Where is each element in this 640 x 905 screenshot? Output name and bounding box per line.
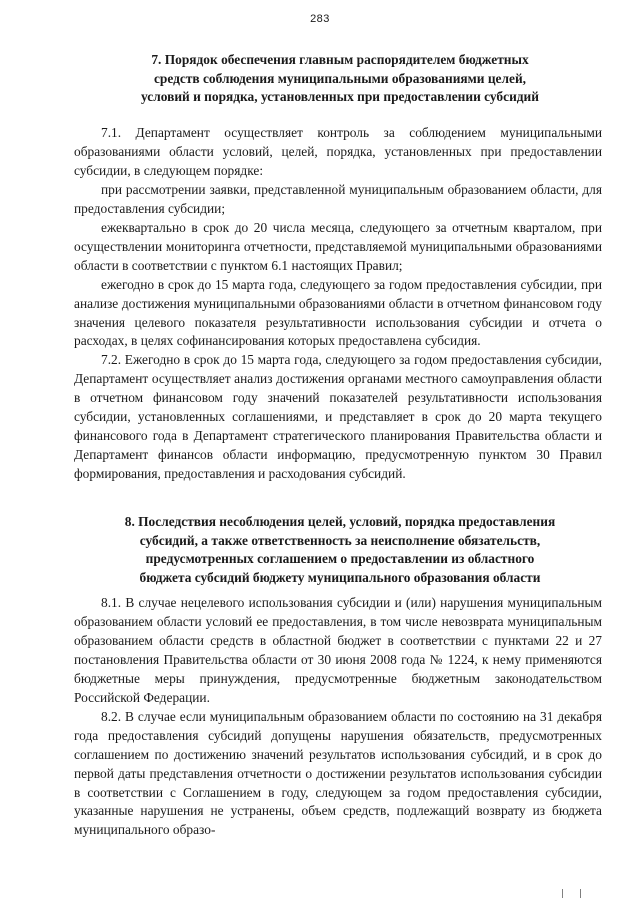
paragraph-7-1-item: ежегодно в срок до 15 марта года, следующего за годом предоставления субсидии, при анализе достижения муниципальными образованиями области в отчетном финансовом году значения целевого показателя результативности использования субсидии и отчета о расходах, в целях софинансирования которых предоставлена субсидия. bbox=[74, 276, 602, 349]
scan-artifact-marks: | | bbox=[561, 889, 588, 899]
section-7-heading-line: 7. Порядок обеспечения главным распорядителем бюджетных bbox=[151, 52, 529, 67]
section-7-body bbox=[74, 124, 602, 484]
section-7-heading bbox=[80, 51, 600, 107]
section-8-heading-line: 8. Последствия несоблюдения целей, условий, порядка предоставления bbox=[124, 514, 556, 529]
section-7-heading-line: условий и порядка, установленных при предоставлении субсидий bbox=[141, 89, 539, 105]
section-8-heading-line: бюджета субсидий бюджету муниципального образования области bbox=[139, 569, 541, 585]
paragraph-7-1: 7.1. Департамент осуществляет контроль за соблюдением муниципальными образованиями области условий, целей, порядка, установленных при предоставлении субсидии, в следующем порядке: bbox=[74, 125, 602, 178]
paragraph-7-1-item: при рассмотрении заявки, представленной муниципальным образованием области, для предоставления субсидии; bbox=[74, 181, 602, 216]
paragraph-7-2: 7.2. Ежегодно в срок до 15 марта года, следующего за годом предоставления субсидии, Департамент осуществляет анализ достижения органами местного самоуправления области в отчетном финансовом году значений показателей результативности использования субсидии, установленных соглашениями, и представляет в срок до 20 марта текущего финансового года в Департамент стратегического планирования Правительства области и Департамент финансов области информацию, предусмотренную пунктом 30 Правил формирования, предоставления и расходования субсидий. bbox=[74, 352, 602, 482]
section-8-body bbox=[74, 594, 602, 840]
paragraph-7-1-item: ежеквартально в срок до 20 числа месяца, следующего за отчетным кварталом, при осуществлении мониторинга отчетности, представляемой муниципальными образованиями области в соответствии с пунктом 6.1 настоящих Правил; bbox=[74, 219, 602, 273]
paragraph-8-2: 8.2. В случае если муниципальным образованием области по состоянию на 31 декабря года предоставления субсидий допущены нарушения обязательств, предусмотренных соглашением по достижению значений результатов использования субсидий, и в срок до первой даты представления отчетности о достижении результатов использования субсидии в соответствии с Соглашением в году, следующем за годом предоставления субсидии, указанные нарушения не устранены, объем средств, подлежащий возврату из бюджета муниципального образо- bbox=[74, 708, 602, 838]
page-number: 283 bbox=[310, 13, 330, 25]
section-8-heading-line: предусмотренных соглашением о предоставлении из областного bbox=[145, 551, 535, 567]
section-8-heading bbox=[80, 513, 600, 587]
section-7-heading-line: средств соблюдения муниципальными образованиями целей, bbox=[153, 70, 527, 86]
section-8-heading-line: субсидий, а также ответственность за неисполнение обязательств, bbox=[139, 532, 541, 548]
paragraph-8-1: 8.1. В случае нецелевого использования субсидии и (или) нарушения муниципальным образованием области условий ее предоставления, в том числе невозврата муниципальным образованием области средств в областной бюджет в соответствии с пунктами 22 и 27 постановления Правительства области от 30 июня 2008 года № 1224, к нему применяются бюджетные меры принуждения, предусмотренные бюджетным законодательством Российской Федерации. bbox=[74, 595, 602, 705]
